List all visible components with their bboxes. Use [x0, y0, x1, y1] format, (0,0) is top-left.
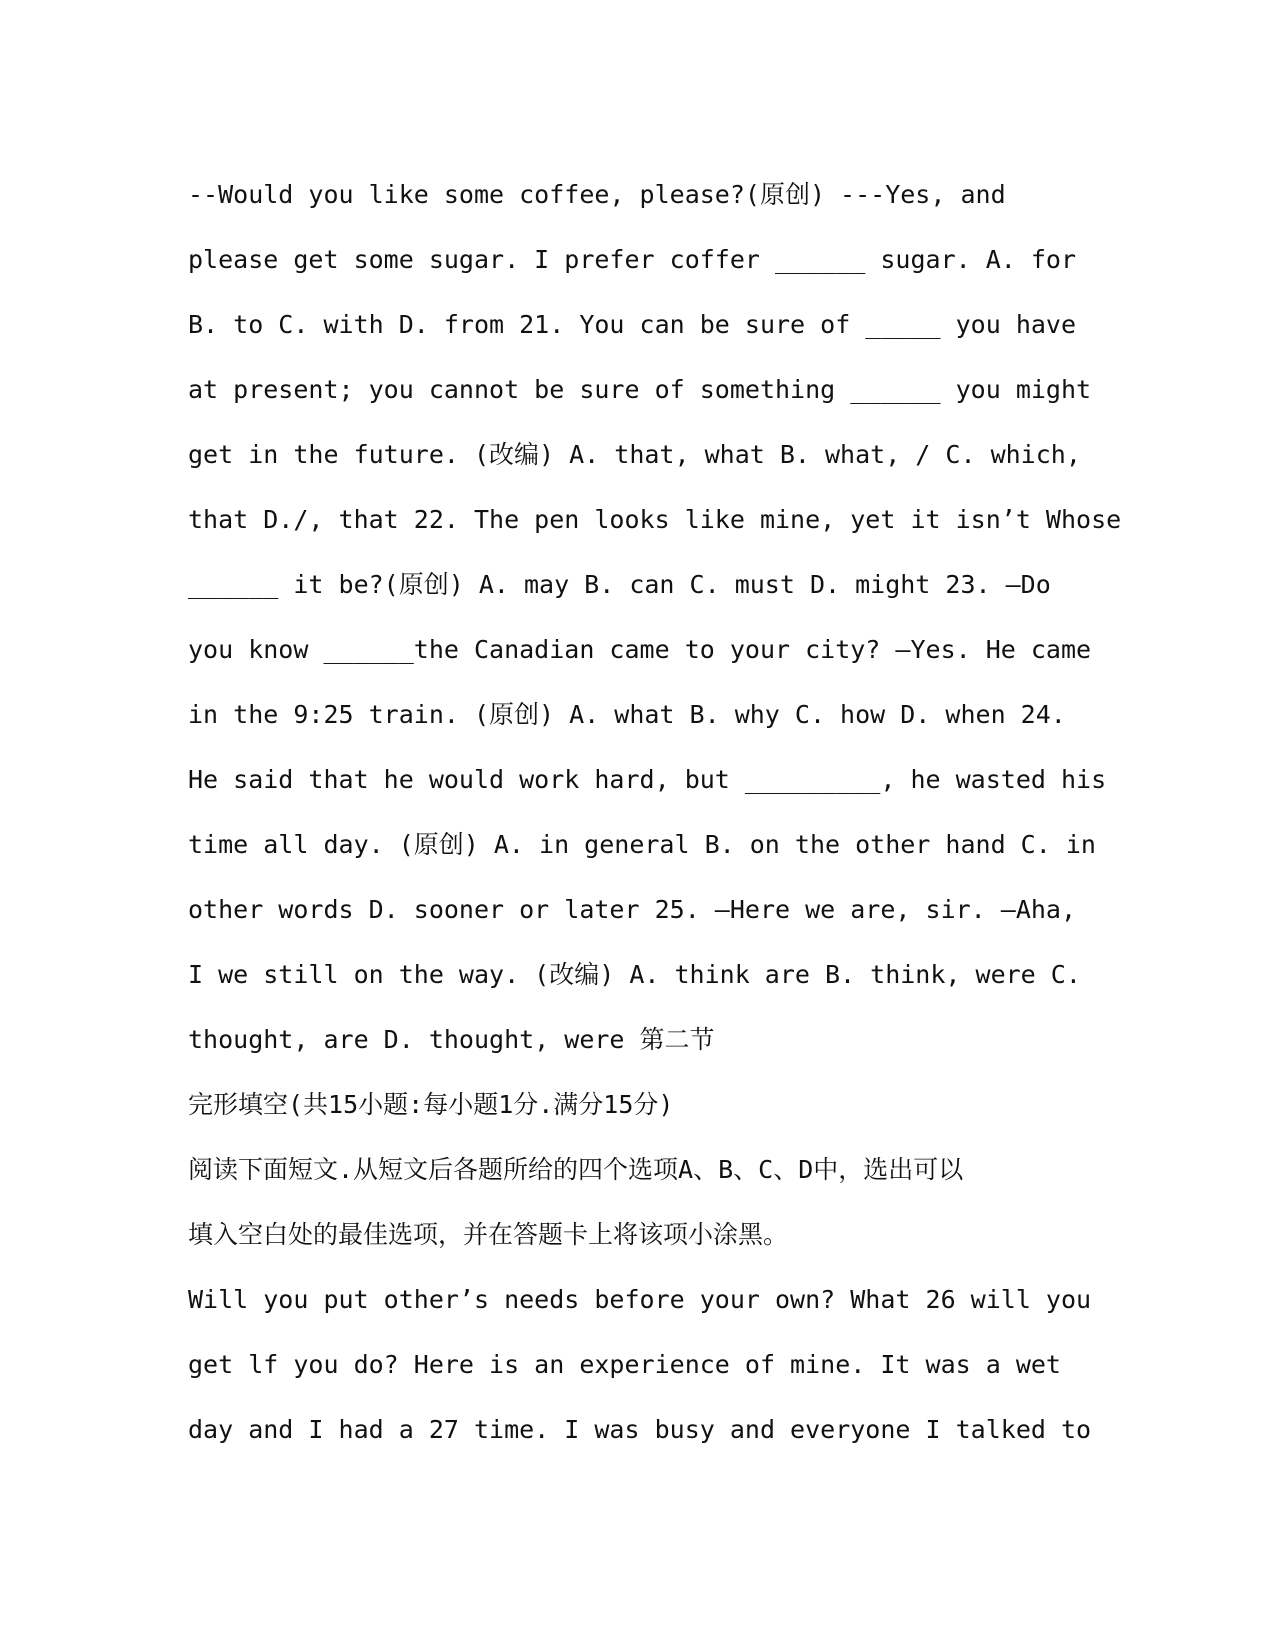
instruction-line: 阅读下面短文.从短文后各题所给的四个选项A、B、C、D中，选出可以 [188, 1155, 964, 1184]
text-line: in the 9:25 train. (原创) A. what B. why C. how D. when 24. [188, 700, 1066, 729]
document-body [188, 168, 1122, 1468]
text-line: other words D. sooner or later 25. —Here we are, sir. –Aha, [188, 895, 1077, 924]
text-line: ______ it be?(原创) A. may B. can C. must D. might 23. —Do [188, 570, 1051, 599]
passage-line: get lf you do? Here is an experience of mine. It was a wet [188, 1350, 1061, 1379]
text-line: at present; you cannot be sure of something ______ you might [188, 375, 1092, 404]
section-heading: 完形填空(共15小题:每小题1分.满分15分) [188, 1090, 674, 1119]
passage-line: Will you put other’s needs before your own? What 26 will you [188, 1285, 1092, 1314]
text-line: time all day. (原创) A. in general B. on the other hand C. in [188, 830, 1096, 859]
text-line: --Would you like some coffee, please?(原创) ---Yes, and [188, 180, 1006, 209]
text-line: that D./, that 22. The pen looks like mine, yet it isn’t Whose [188, 505, 1122, 534]
text-line: you know ______the Canadian came to your city? –Yes. He came [188, 635, 1092, 664]
text-line: please get some sugar. I prefer coffer ______ sugar. A. for [188, 245, 1077, 274]
text-line: thought, are D. thought, were 第二节 [188, 1025, 715, 1054]
text-line: I we still on the way. (改编) A. think are B. think, were C. [188, 960, 1081, 989]
instruction-line: 填入空白处的最佳选项，并在答题卡上将该项小涂黑。 [188, 1220, 789, 1249]
text-line: He said that he would work hard, but _________, he wasted his [188, 765, 1107, 794]
text-line: get in the future. (改编) A. that, what B. what, / C. which, [188, 440, 1081, 469]
passage-line: day and I had a 27 time. I was busy and everyone I talked to [188, 1415, 1092, 1444]
text-line: B. to C. with D. from 21. You can be sure of _____ you have [188, 310, 1077, 339]
